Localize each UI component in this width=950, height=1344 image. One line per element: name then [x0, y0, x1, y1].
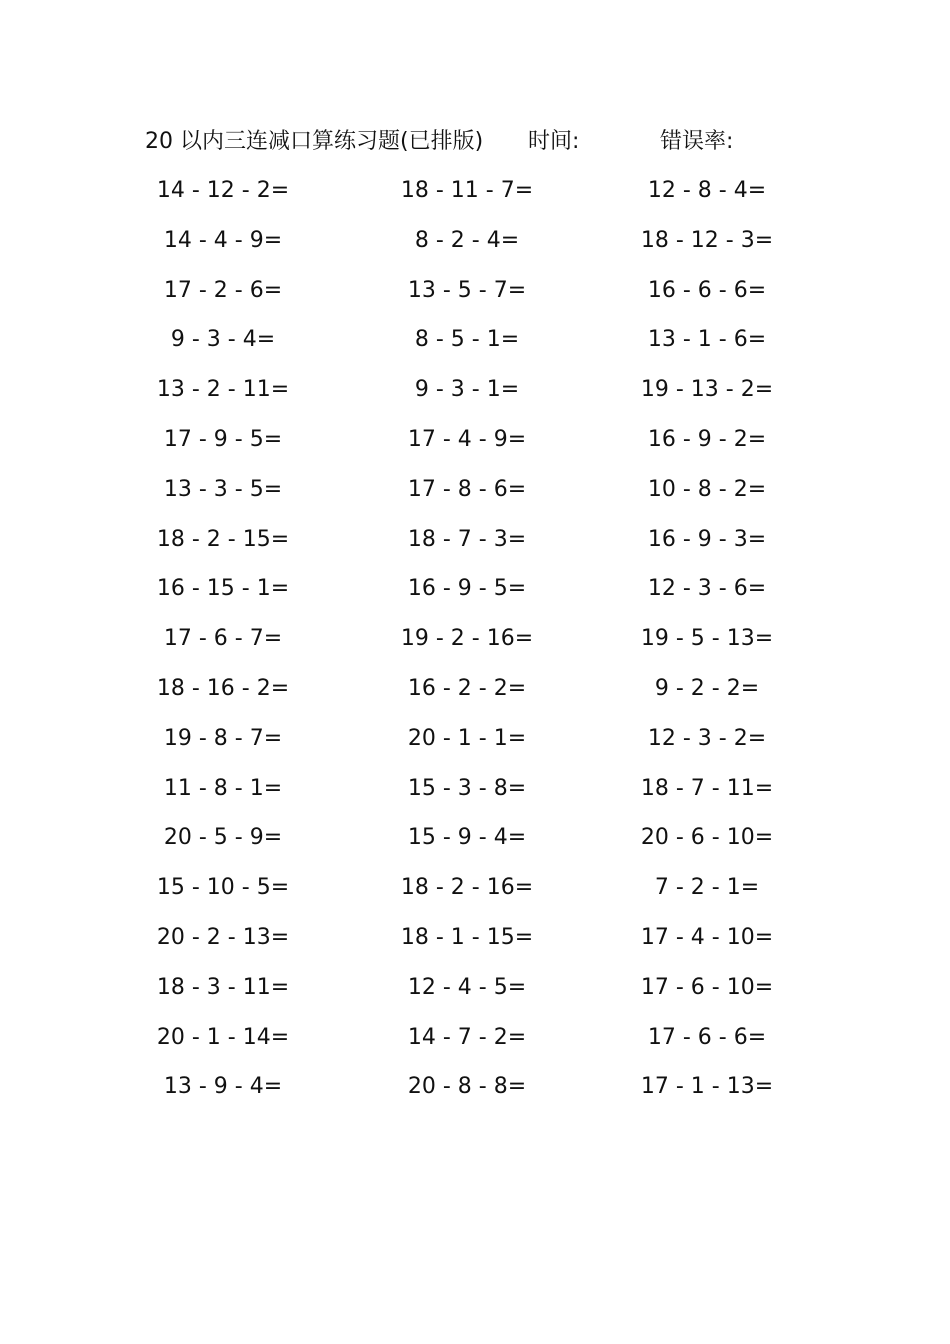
- problem-item: 13 - 9 - 4=: [163, 1074, 283, 1100]
- problem-item: 20 - 1 - 1=: [407, 725, 527, 751]
- problem-item: 19 - 8 - 7=: [163, 725, 283, 751]
- problem-item: 20 - 8 - 8=: [407, 1074, 527, 1100]
- problem-item: 17 - 9 - 5=: [163, 426, 283, 452]
- problem-row: [0, 274, 950, 324]
- problem-item: 9 - 2 - 2=: [654, 675, 760, 701]
- problem-item: 14 - 12 - 2=: [156, 178, 290, 203]
- problem-item: 13 - 3 - 5=: [163, 476, 283, 502]
- problem-row: [0, 722, 950, 772]
- problem-item: 20 - 5 - 9=: [163, 825, 283, 851]
- problem-item: 12 - 4 - 5=: [407, 974, 527, 1000]
- problem-item: 18 - 2 - 16=: [400, 875, 534, 901]
- problem-item: 20 - 1 - 14=: [156, 1024, 290, 1050]
- problem-row: [0, 622, 950, 672]
- problem-item: 16 - 2 - 2=: [407, 675, 527, 701]
- problem-item: 16 - 9 - 5=: [407, 576, 527, 602]
- problem-item: 17 - 2 - 6=: [163, 277, 283, 303]
- problem-item: 18 - 11 - 7=: [400, 178, 534, 203]
- problem-row: [0, 921, 950, 971]
- problem-item: 16 - 15 - 1=: [156, 576, 290, 602]
- problem-item: 19 - 2 - 16=: [400, 626, 534, 652]
- problem-item: 9 - 3 - 1=: [414, 377, 520, 403]
- problem-item: 13 - 1 - 6=: [647, 327, 767, 353]
- problem-item: 11 - 8 - 1=: [163, 775, 283, 801]
- problem-item: 20 - 2 - 13=: [156, 924, 290, 950]
- problem-item: 16 - 9 - 2=: [647, 426, 767, 452]
- problem-item: 19 - 13 - 2=: [640, 377, 774, 403]
- problem-row: [0, 373, 950, 423]
- problem-row: [0, 174, 950, 224]
- problem-row: [0, 224, 950, 274]
- problem-item: 17 - 8 - 6=: [407, 476, 527, 502]
- problem-item: 14 - 7 - 2=: [407, 1024, 527, 1050]
- problem-item: 15 - 3 - 8=: [407, 775, 527, 801]
- problem-item: 10 - 8 - 2=: [647, 476, 767, 502]
- problem-row: [0, 821, 950, 871]
- problem-row: [0, 672, 950, 722]
- worksheet-title: 20 以内三连减口算练习题(已排版): [145, 129, 484, 154]
- problem-item: 18 - 12 - 3=: [640, 227, 774, 253]
- problem-item: 17 - 6 - 10=: [640, 974, 774, 1000]
- problem-item: 7 - 2 - 1=: [654, 875, 760, 901]
- worksheet-header: [145, 125, 845, 159]
- error-rate-label: 错误率:: [660, 129, 734, 154]
- problem-row: [0, 971, 950, 1021]
- time-label: 时间:: [528, 129, 580, 154]
- problem-row: [0, 323, 950, 373]
- problem-row: [0, 423, 950, 473]
- problem-row: [0, 871, 950, 921]
- problem-item: 18 - 7 - 11=: [640, 775, 774, 801]
- problem-item: 12 - 3 - 6=: [647, 576, 767, 602]
- problem-item: 14 - 4 - 9=: [163, 227, 283, 253]
- problem-item: 17 - 6 - 7=: [163, 626, 283, 652]
- problem-item: 12 - 3 - 2=: [647, 725, 767, 751]
- problem-item: 18 - 2 - 15=: [156, 526, 290, 552]
- problem-item: 13 - 5 - 7=: [407, 277, 527, 303]
- problem-item: 17 - 1 - 13=: [640, 1074, 774, 1100]
- problem-grid: [0, 174, 950, 1120]
- problem-row: [0, 523, 950, 573]
- problem-item: 8 - 5 - 1=: [414, 327, 520, 353]
- problem-item: 16 - 6 - 6=: [647, 277, 767, 303]
- problem-item: 12 - 8 - 4=: [647, 178, 767, 203]
- problem-item: 17 - 4 - 9=: [407, 426, 527, 452]
- problem-item: 9 - 3 - 4=: [170, 327, 276, 353]
- problem-item: 18 - 7 - 3=: [407, 526, 527, 552]
- problem-row: [0, 1070, 950, 1120]
- problem-item: 20 - 6 - 10=: [640, 825, 774, 851]
- problem-item: 18 - 16 - 2=: [156, 675, 290, 701]
- problem-row: [0, 572, 950, 622]
- problem-item: 13 - 2 - 11=: [156, 377, 290, 403]
- problem-item: 18 - 3 - 11=: [156, 974, 290, 1000]
- problem-item: 18 - 1 - 15=: [400, 924, 534, 950]
- problem-item: 16 - 9 - 3=: [647, 526, 767, 552]
- problem-row: [0, 1021, 950, 1071]
- problem-row: [0, 473, 950, 523]
- problem-item: 17 - 4 - 10=: [640, 924, 774, 950]
- problem-item: 15 - 9 - 4=: [407, 825, 527, 851]
- problem-item: 17 - 6 - 6=: [647, 1024, 767, 1050]
- problem-item: 19 - 5 - 13=: [640, 626, 774, 652]
- problem-item: 15 - 10 - 5=: [156, 875, 290, 901]
- problem-row: [0, 772, 950, 822]
- problem-item: 8 - 2 - 4=: [414, 227, 520, 253]
